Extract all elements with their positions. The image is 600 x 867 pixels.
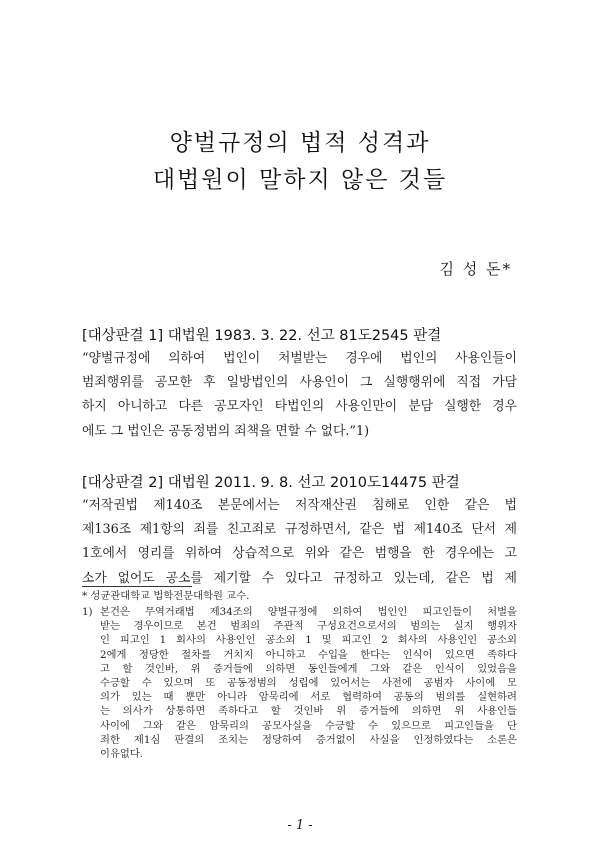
footnote-line: 는 의사가 상통하면 족하다고 할 것인바 위 증거들에 의하면 위 사용인들 (100, 705, 517, 718)
case1-line: 범죄행위를 공모한 후 일방법인의 사용인이 그 실행행위에 직접 가담 (82, 375, 517, 391)
page-number: - 1 - (287, 818, 313, 833)
case1-line: 에도 그 법인은 공동정범의 죄책을 면할 수 없다.”1) (82, 423, 370, 439)
case1-heading: [대상판결 1] 대법원 1983. 3. 22. 선고 81도2545 판결 (82, 328, 442, 344)
case2-line: “저작권법 제140조 본문에서는 저작재산권 침해로 인한 같은 법 (82, 498, 517, 513)
footnote-line: 이유없다. (100, 748, 144, 761)
case1-line: “양벌규정에 의하여 법인이 처벌받는 경우에 법인의 사용인들이 (82, 351, 517, 366)
footnote-line: 2에게 정당한 절차를 거치지 아니하고 수입을 한다는 인식이 있으면 족하다 (100, 648, 517, 661)
footnote-line: 죄한 제1심 판결의 조치는 정당하여 증거없이 사실을 인정하였다는 소론은 (100, 733, 517, 746)
footnote-1-marker: 1) (82, 606, 93, 618)
case2-line: 제136조 제1항의 죄를 친고죄로 규정하면서, 같은 법 제140조 단서 제 (82, 522, 517, 538)
case2-heading: [대상판결 2] 대법원 2011. 9. 8. 선고 2010도14475 판결 (82, 475, 460, 491)
case2-quote (82, 494, 517, 591)
case2-line: 소가 없어도 공소를 제기할 수 있다고 규정하고 있는데, 같은 법 제 (82, 570, 517, 586)
footnote-line: 인 피고인 1 회사의 사용인인 공소외 1 및 피고인 2 회사의 사용인인 공소외 (100, 634, 517, 647)
footnote-1 (82, 605, 517, 761)
footnote-affiliation: * 성균관대학교 법학전문대학원 교수. (82, 590, 250, 602)
title-line-2: 대법원이 말하지 않은 것들 (152, 167, 448, 193)
footnote-line: 수긍할 수 있으며 또 공동정범의 성립에 있어서는 사전에 공범자 사이에 모 (100, 677, 517, 690)
case1-line: 하지 아니하고 다른 공모자인 타법인의 사용인만이 분담 실행한 경우 (82, 399, 517, 415)
footnote-divider (82, 586, 192, 587)
case1-quote (82, 347, 517, 444)
footnote-line: 받는 경우이므로 본건 범죄의 주관적 구성요건으로서의 범의는 실지 행위자 (100, 620, 517, 633)
author: 김 성 돈* (439, 260, 512, 278)
footnote-line: 의가 있는 때 뿐만 아니라 암묵리에 서로 협력하여 공동의 범의를 실현하려 (100, 691, 517, 704)
title-line-1: 양벌규정의 법적 성격과 (169, 130, 431, 156)
footnote-line: 사이에 그와 같은 암묵리의 공모사실을 수긍할 수 있으므로 피고인들을 단 (100, 719, 517, 732)
footnote-line: 본건은 무역거래법 제34조의 양벌규정에 의하여 법인인 피고인들이 처벌을 (100, 606, 517, 618)
case2-line: 1호에서 영리를 위하여 상습적으로 위와 같은 범행을 한 경우에는 고 (82, 546, 517, 562)
footnote-line: 고 할 것인바, 위 증거들에 의하면 동인들에게 그와 같은 인식이 있었음을 (100, 662, 517, 675)
